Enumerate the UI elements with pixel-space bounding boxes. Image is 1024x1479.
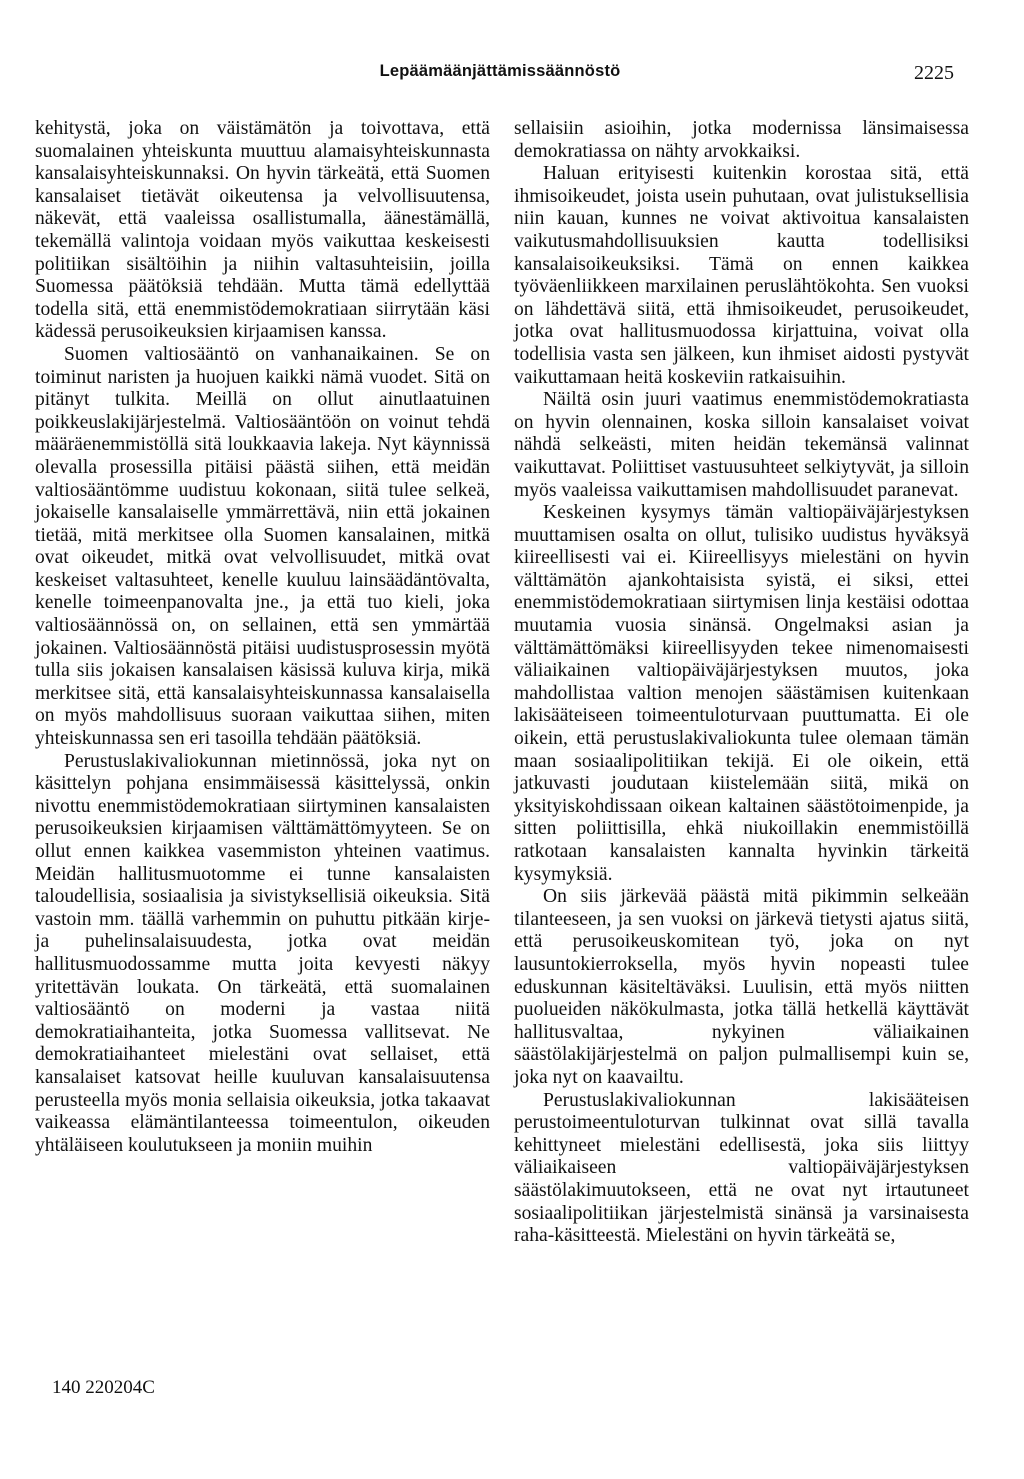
left-text-column [35, 118, 490, 1157]
paragraph: Perustuslakivaliokunnan lakisääteisen perustoimeentuloturvan tulkinnat ovat sillä tavalla kehittyneet mielestäni edellisestä, joka siis liittyy väliaikaiseen valtiopäiväjärjestyksen säästölakimuutokseen, että ne ovat nyt irtautuneet sosiaalipolitiikan järjestelmistä sinänsä ja varsinaisesta raha-käsitteestä. Mielestäni on hyvin tärkeätä se, [514, 1089, 969, 1247]
right-text-column [514, 118, 969, 1248]
paragraph: Perustuslakivaliokunnan mietinnössä, joka nyt on käsittelyn pohjana ensimmäisessä käsittelyssä, onkin nivottu enemmistödemokratiaan siirtyminen kansalaisten perusoikeuksien kirjaamisen välttämättömyyteen. Se on ollut ennen kaikkea vasemmiston yhteinen vaatimus. Meidän hallitusmuotomme ei tunne kansalaisten taloudellisia, sosiaalisia ja sivistyksellisiä oikeuksia. Sitä vastoin mm. täällä varhemmin on puhuttu pitkään kirje- ja puhelinsalaisuudesta, jotka ovat meidän hallitusmuodossamme mutta joita kevyesti näkyy yritettävän loukata. On tärkeätä, että suomalainen valtiosääntö on moderni ja vastaa niitä demokratiaihanteita, jotka Suomessa vallitsevat. Ne demokratiaihanteet mielestäni ovat sellaiset, että kansalaiset katsovat heille kuuluvan kansalaisuutensa perusteella myös monia sellaisia oikeuksia, jotka takaavat vaikeassa elämäntilanteessa toimeentulon, oikeuden yhtäläiseen koulutukseen ja moniin muihin [35, 750, 490, 1156]
running-header-title: Lepäämäänjättämissäännöstö [379, 62, 621, 80]
paragraph: Näiltä osin juuri vaatimus enemmistödemokratiasta on hyvin olennainen, koska silloin kansalaiset voivat nähdä selkeästi, miten heidän tekemänsä valinnat vaikuttavat. Poliittiset vastuusuhteet selkiytyvät, ja silloin myös vaaleissa vaikuttamisen mahdollisuudet paranevat. [514, 389, 969, 501]
paragraph: Keskeinen kysymys tämän valtiopäiväjärjestyksen muuttamisen osalta on ollut, tulisiko uudistus hyväksyä kiireellisesti vai ei. Kiireellisyys mielestäni on hyvin välttämätön ajankohtaisista syistä, ei siksi, ettei enemmistödemokratiaan siirtymisen linja kestäisi odottaa muutamia vuosia sinänsä. Ongelmaksi asian ja välttämättömäksi kiireellisyyden tekee nimenomaisesti väliaikainen valtiopäiväjärjestyksen muutos, joka mahdollistaa valtion menojen säästämisen kuitenkaan lakisääteiseen toimeentuloturvaan puuttumatta. Ei ole oikein, että perustuslakivaliokunta tulee olemaan tämän maan sosiaalipolitiikan tekijä. Ei ole oikein, että jatkuvasti joudutaan kiistelemään siitä, mikä on yksityiskohdissaan oikean kaltainen säästötoimenpide, ja sitten poliittisilla, ehkä niukoillakin enemmistöillä ratkotaan kansalaisten kannalta hyvinkin tärkeitä kysymyksiä. [514, 502, 969, 885]
footer-print-code: 140 220204C [52, 1377, 155, 1398]
paragraph: Haluan erityisesti kuitenkin korostaa sitä, että ihmisoikeudet, joista usein puhutaan, ovat julistuksellisia niin kauan, kunnes ne voivat aktivoitua kansalaisten vaikutusmahdollisuuksien kautta todellisiksi kansalaisoikeuksiksi. Tämä on ennen kaikkea työväenliikkeen marxilainen peruslähtökohta. Sen vuoksi on lähdettävä siitä, että ihmisoikeudet, perusoikeudet, jotka ovat hallitusmuodossa kirjattuina, voivat olla todellisia vasta sen jälkeen, kun ihmiset aidosti pystyvät vaikuttamaan heitä koskeviin ratkaisuihin. [514, 163, 969, 388]
paragraph: Suomen valtiosääntö on vanhanaikainen. Se on toiminut naristen ja huojuen kaikki nämä vuodet. Sitä on pitänyt tulkita. Meillä on ollut ainutlaatuinen poikkeuslakijärjestelmä. Valtiosääntöön on voinut tehdä määräenemmistöllä sitä loukkaavia lakeja. Nyt käynnissä olevalla prosessilla pitäisi päästä siihen, että meidän valtiosääntömme uudistuu kokonaan, siitä tulee selkeä, jokaiselle kansalaiselle ymmärrettävä, niin että jokainen tietää, mitä merkitsee olla Suomen kansalainen, mitkä ovat oikeudet, mitkä ovat velvollisuudet, mitkä ovat keskeiset valtasuhteet, kenelle kuuluu lainsäädäntövalta, kenelle toimeenpanovalta jne., ja että tuo kieli, joka valtiosäännössä on, on sellainen, että sen ymmärtää jokainen. Valtiosäännöstä pitäisi uudistusprosessin myötä tulla siis jokaisen kansalaisen käsissä kuluva kirja, mikä merkitsee sitä, että kansalaisyhteiskunnassa kansalaisella on myös mahdollisuus suoraan vaikuttaa siihen, miten yhteiskunnassa sen eri tasoilla tehdään päätöksiä. [35, 343, 490, 750]
page-number: 2225 [914, 62, 954, 84]
paragraph: kehitystä, joka on väistämätön ja toivottava, että suomalainen yhteiskunta muuttuu alamaisyhteiskunnasta kansalaisyhteiskunnaksi. On hyvin tärkeätä, että Suomen kansalaiset tietävät oikeutensa ja velvollisuutensa, näkevät, että vaaleissa osallistumalla, äänestämällä, tekemällä valintoja voidaan myös vaikuttaa keskeisesti politiikan sisältöihin ja niihin valtasuhteisiin, joilla Suomessa päätöksiä tehdään. Mutta tämä edellyttää todella sitä, että enemmistödemokratiaan siirrytään käsi kädessä perusoikeuksien kirjaamisen kanssa. [35, 118, 490, 343]
paragraph: sellaisiin asioihin, jotka modernissa länsimaisessa demokratiassa on nähty arvokkaiksi. [514, 118, 969, 162]
paragraph: On siis järkevää päästä mitä pikimmin selkeään tilanteeseen, ja sen vuoksi on järkevä tietysti ajatus siitä, että perusoikeuskomitean työ, joka on nyt lausuntokierroksella, myös hyvin nopeasti tulee eduskunnan käsiteltäväksi. Luulisin, että myös niitten puolueiden näkökulmasta, jotka tällä hetkellä käyttävät hallitusvaltaa, nykyinen väliaikainen säästölakijärjestelmä on paljon pulmallisempi kuin se, joka nyt on kaavailtu. [514, 886, 969, 1088]
